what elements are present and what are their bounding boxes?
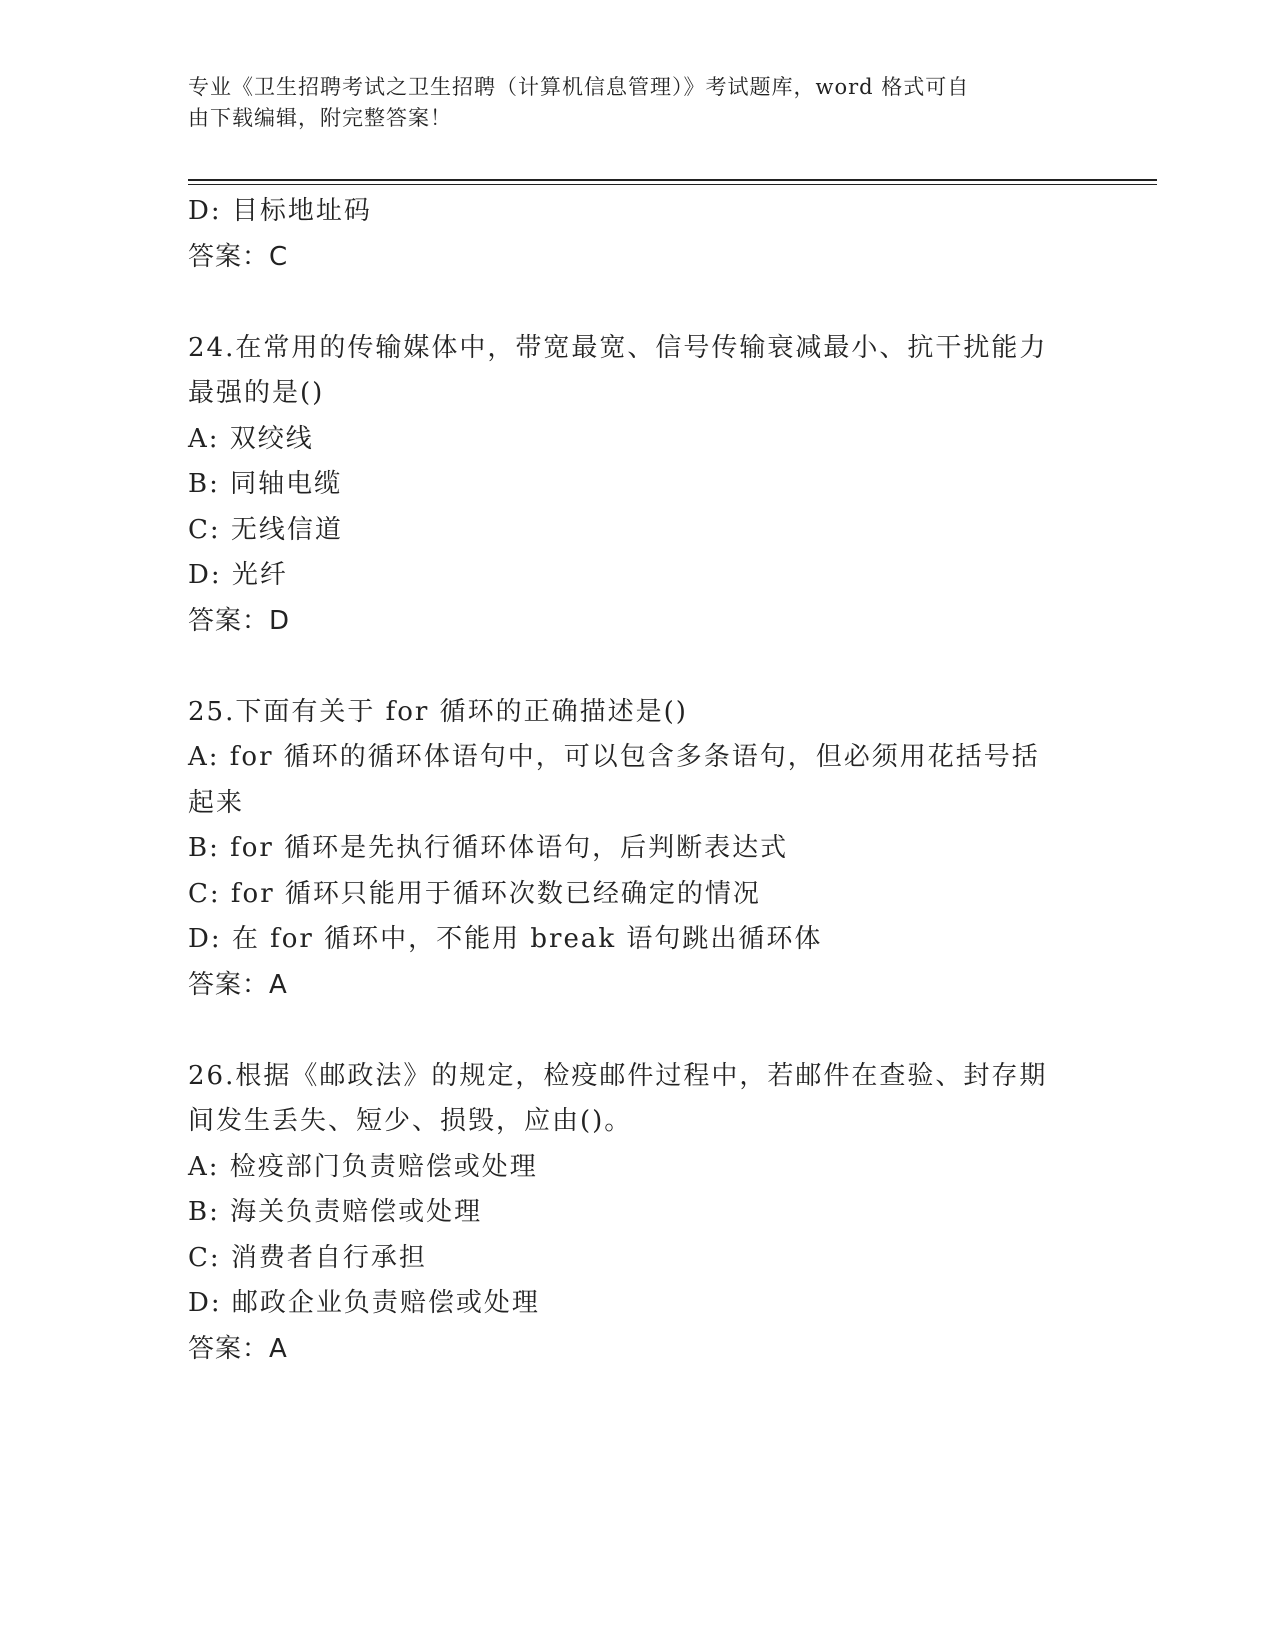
question-stem: 26.根据《邮政法》的规定，检疫邮件过程中，若邮件在查验、封存期 (188, 1060, 1048, 1091)
question-list (188, 189, 1088, 1372)
option-b: B: 海关负责赔偿或处理 (188, 1197, 483, 1227)
question-stem: 25.下面有关于 for 循环的正确描述是() (188, 696, 688, 727)
answer: 答案：C (188, 241, 289, 272)
option-c: C: 消费者自行承担 (188, 1242, 427, 1273)
question-stem-cont: 最强的是() (188, 378, 325, 408)
option-c: C: for 循环只能用于循环次数已经确定的情况 (188, 878, 761, 909)
option-d: D: 邮政企业负责赔偿或处理 (188, 1288, 540, 1318)
answer: 答案：A (188, 1333, 288, 1364)
option-d: D: 目标地址码 (188, 196, 372, 226)
header-line-1: 专业《卫生招聘考试之卫生招聘（计算机信息管理）》考试题库，word 格式可自 (188, 75, 970, 99)
header-line-2: 由下载编辑，附完整答案！ (188, 106, 452, 130)
option-d: D: 在 for 循环中，不能用 break 语句跳出循环体 (188, 924, 823, 954)
question-26 (188, 1054, 1088, 1373)
question-24 (188, 326, 1088, 645)
option-a: A: 双绞线 (188, 423, 314, 454)
option-c: C: 无线信道 (188, 514, 343, 545)
option-b: B: for 循环是先执行循环体语句，后判断表达式 (188, 833, 789, 863)
question-stem: 24.在常用的传输媒体中，带宽最宽、信号传输衰减最小、抗干扰能力 (188, 332, 1048, 363)
answer: 答案：A (188, 969, 288, 1000)
question-stem-cont: 间发生丢失、短少、损毁，应由()。 (188, 1106, 633, 1136)
header-divider-thick (188, 179, 1157, 181)
question-23-tail (188, 189, 1088, 280)
option-d: D: 光纤 (188, 560, 288, 590)
answer: 答案：D (188, 605, 291, 636)
option-a-cont: 起来 (188, 787, 245, 818)
spacer (188, 1008, 1088, 1054)
option-a: A: 检疫部门负责赔偿或处理 (188, 1151, 538, 1182)
question-25 (188, 690, 1088, 1009)
header-divider-thin (188, 184, 1157, 185)
spacer (188, 280, 1088, 326)
option-b: B: 同轴电缆 (188, 469, 343, 499)
option-a: A: for 循环的循环体语句中，可以包含多条语句，但必须用花括号括 (188, 742, 1040, 772)
document-header (188, 72, 1068, 134)
spacer (188, 644, 1088, 690)
